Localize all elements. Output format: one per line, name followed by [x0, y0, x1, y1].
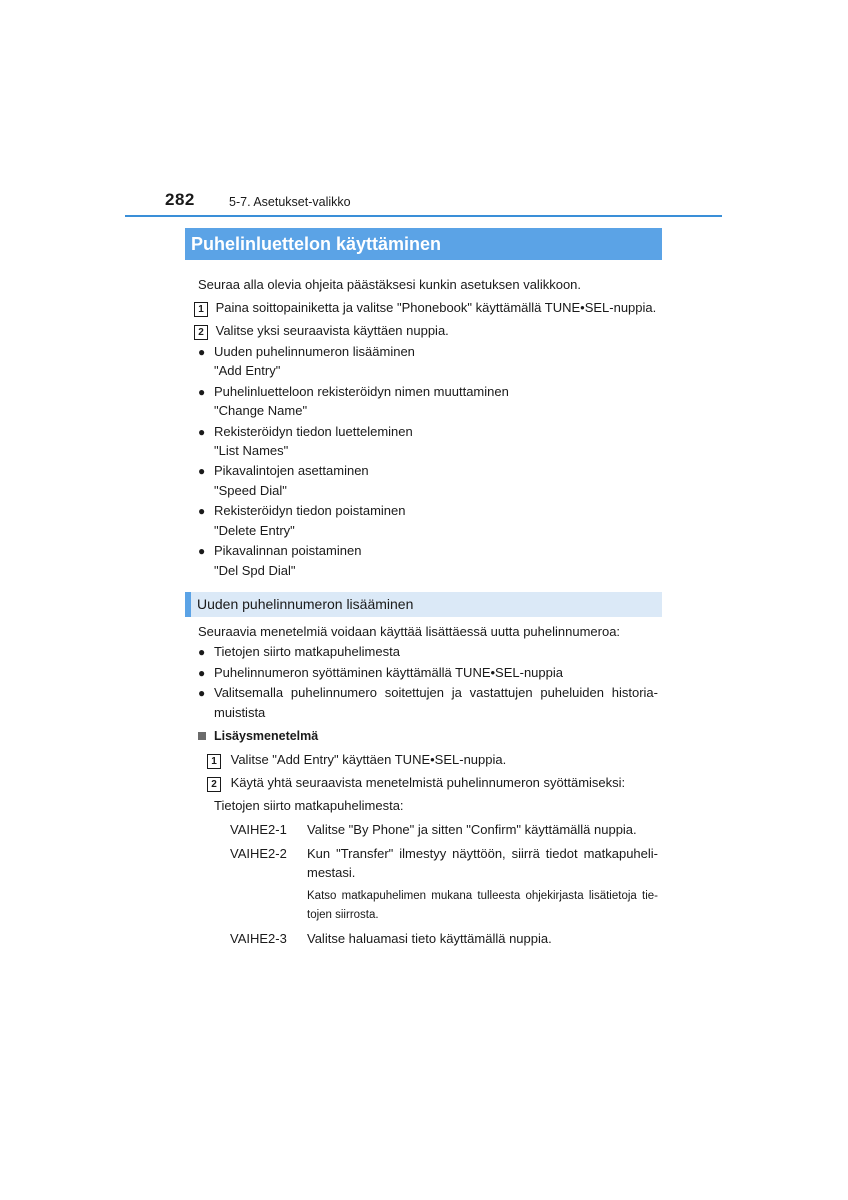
list-item — [198, 643, 400, 661]
phase-label: VAIHE2-1 — [230, 822, 287, 837]
phase-text: Valitse haluamasi tieto käyttämällä nuppia. — [307, 931, 552, 946]
section-label: 5-7. Asetukset-valikko — [229, 195, 351, 209]
method-text-continued: muistista — [214, 705, 266, 720]
step-text: Paina soittopainiketta ja valitse "Phonebook" käyttämällä TUNE•SEL-nuppia. — [215, 300, 657, 315]
list-item — [198, 502, 406, 520]
bullet-icon: ● — [198, 686, 206, 700]
method-text: Puhelinnumeron syöttäminen käyttämällä TUNE•SEL-nuppia — [214, 665, 563, 680]
option-code: "Add Entry" — [214, 363, 281, 378]
list-item — [198, 383, 509, 401]
intro-text: Seuraa alla olevia ohjeita päästäksesi kunkin asetuksen valikkoon. — [198, 277, 582, 292]
option-code: "Speed Dial" — [214, 483, 287, 498]
step-number-badge: 2 — [194, 325, 208, 340]
step-2 — [194, 322, 449, 340]
option-label: Puhelinluetteloon rekisteröidyn nimen muuttaminen — [214, 384, 509, 399]
phase-label: VAIHE2-2 — [230, 846, 287, 861]
option-label: Pikavalintojen asettaminen — [214, 463, 369, 478]
option-label: Uuden puhelinnumeron lisääminen — [214, 344, 415, 359]
list-item — [198, 542, 362, 560]
bullet-icon: ● — [198, 504, 206, 518]
bullet-icon: ● — [198, 425, 206, 439]
option-code: "List Names" — [214, 443, 289, 458]
bullet-icon: ● — [198, 544, 206, 558]
step-text: Valitse yksi seuraavista käyttäen nuppia. — [215, 323, 449, 338]
option-label: Rekisteröidyn tiedon luetteleminen — [214, 424, 413, 439]
phase-text: Valitse "By Phone" ja sitten "Confirm" käyttämällä nuppia. — [307, 822, 637, 837]
square-bullet-icon — [198, 732, 206, 740]
phase-text-continued: mestasi. — [307, 865, 356, 880]
subsection-intro: Seuraavia menetelmiä voidaan käyttää lisättäessä uutta puhelinnumeroa: — [198, 624, 621, 639]
bullet-icon: ● — [198, 464, 206, 478]
list-item — [198, 462, 369, 480]
step-number-badge: 1 — [207, 754, 221, 769]
list-item — [198, 684, 658, 702]
step-number-badge: 1 — [194, 302, 208, 317]
page-number: 282 — [165, 190, 195, 209]
method-text: Tietojen siirto matkapuhelimesta — [214, 644, 400, 659]
phase-text: Kun "Transfer" ilmestyy näyttöön, siirrä tiedot matkapuheli- — [307, 846, 658, 861]
list-item — [198, 343, 415, 361]
bullet-icon: ● — [198, 345, 206, 359]
transfer-heading: Tietojen siirto matkapuhelimesta: — [214, 798, 404, 813]
note-text: Katso matkapuhelimen mukana tulleesta ohjekirjasta lisätietoja tie- — [307, 890, 658, 902]
option-label: Pikavalinnan poistaminen — [214, 543, 362, 558]
list-item — [198, 664, 563, 682]
option-code: "Del Spd Dial" — [214, 563, 296, 578]
bullet-icon: ● — [198, 666, 206, 680]
procedure-heading — [198, 727, 319, 745]
procedure-step-1 — [207, 751, 506, 769]
bullet-icon: ● — [198, 385, 206, 399]
main-title: Puhelinluettelon käyttäminen — [185, 228, 662, 260]
header-divider — [125, 215, 722, 217]
method-text: Valitsemalla puhelinnumero soitettujen ja vastattujen puheluiden historia- — [214, 685, 658, 700]
procedure-step-2 — [207, 774, 625, 792]
option-code: "Change Name" — [214, 403, 308, 418]
step-text: Valitse "Add Entry" käyttäen TUNE•SEL-nuppia. — [230, 752, 507, 767]
list-item — [198, 423, 413, 441]
step-1 — [194, 299, 656, 317]
subsection-title: Uuden puhelinnumeron lisääminen — [185, 592, 662, 617]
option-label: Rekisteröidyn tiedon poistaminen — [214, 503, 406, 518]
bullet-icon: ● — [198, 645, 206, 659]
step-text: Käytä yhtä seuraavista menetelmistä puhelinnumeron syöttämiseksi: — [230, 775, 626, 790]
step-number-badge: 2 — [207, 777, 221, 792]
note-text-continued: tojen siirrosta. — [307, 909, 379, 921]
procedure-heading-text: Lisäysmenetelmä — [214, 729, 319, 743]
option-code: "Delete Entry" — [214, 523, 295, 538]
phase-label: VAIHE2-3 — [230, 931, 287, 946]
